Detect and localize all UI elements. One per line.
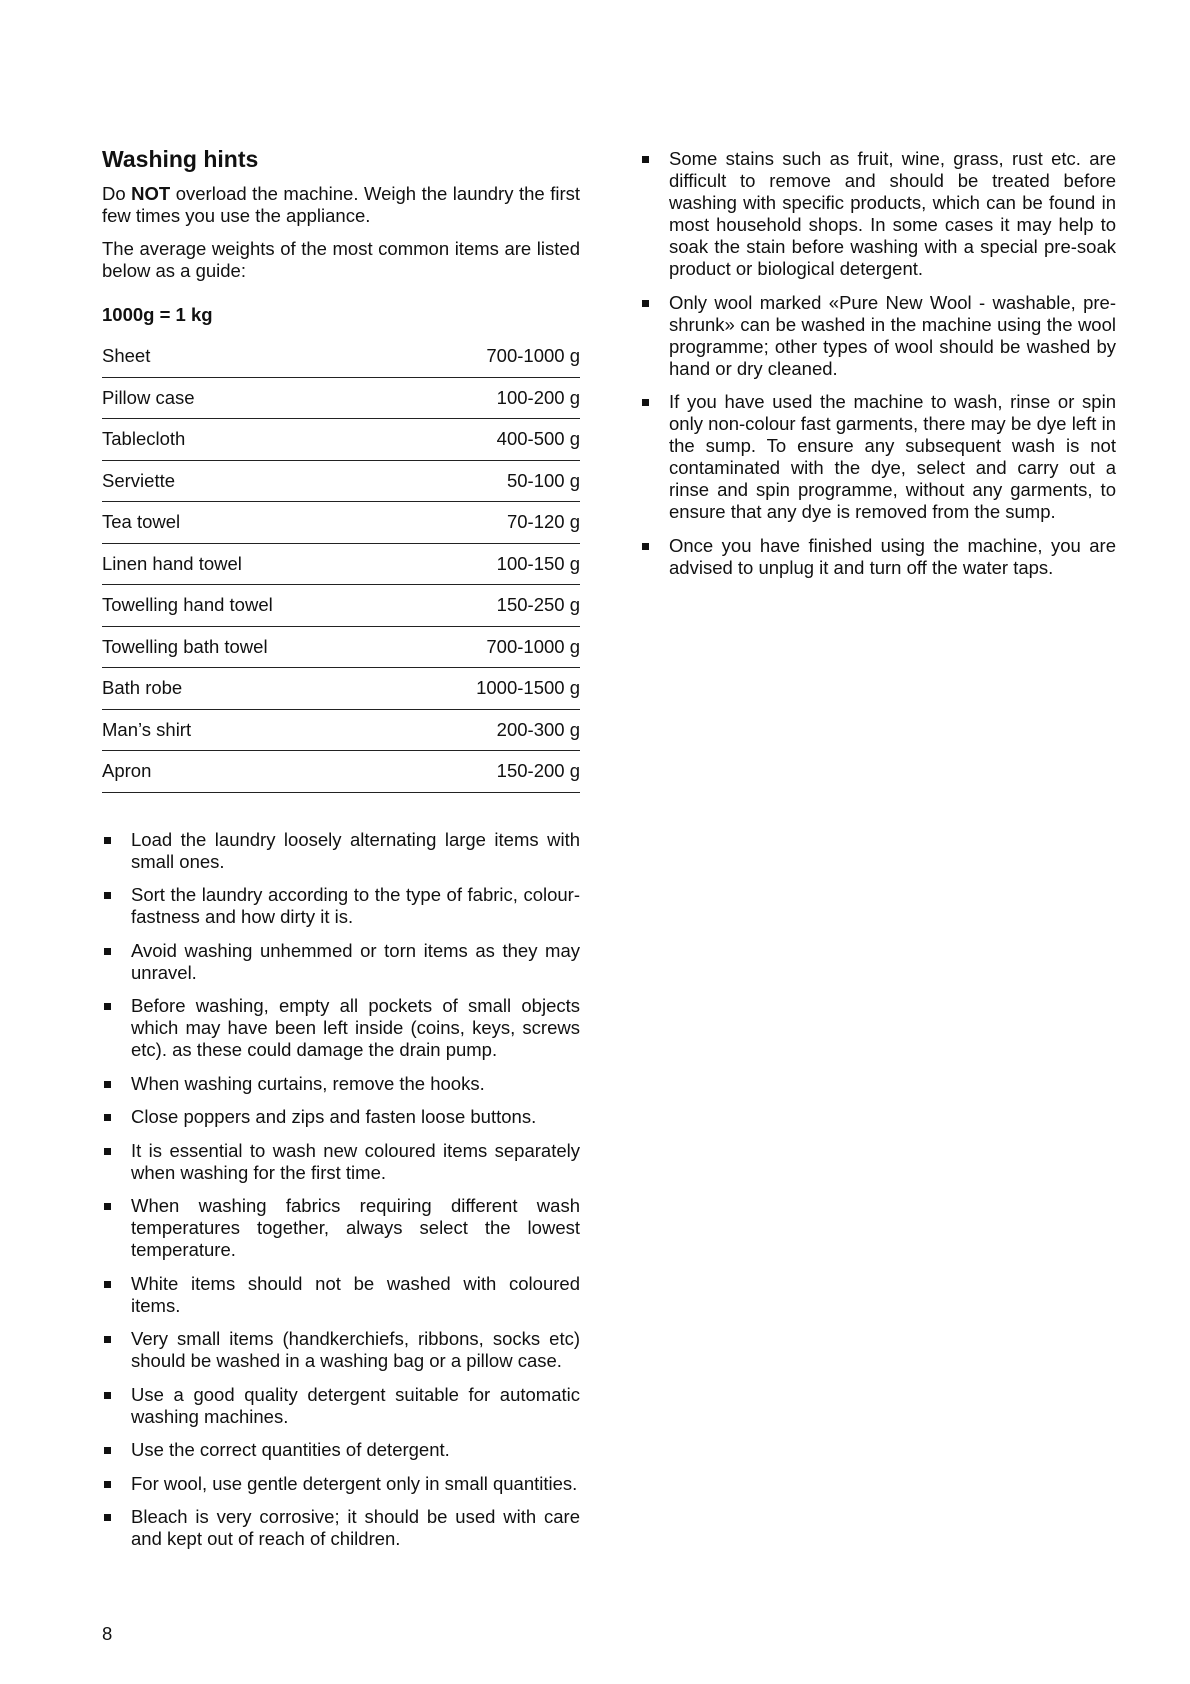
hints-list-right [640, 148, 1116, 579]
list-item [102, 1384, 580, 1428]
intro-paragraph-1 [102, 183, 580, 227]
bullet-icon [104, 1003, 111, 1010]
table-row [102, 668, 580, 710]
hint-text: When washing fabrics requiring different wash temperatures together, always select the lowest temperature. [131, 1195, 580, 1260]
hint-text: It is essential to wash new coloured items separately when washing for the first time. [131, 1139, 580, 1183]
item-name: Sheet [102, 336, 399, 377]
bullet-icon [104, 1281, 111, 1288]
item-weight: 700-1000 g [399, 626, 580, 668]
bullet-icon [642, 543, 649, 550]
list-item [102, 1073, 580, 1095]
hint-text: Bleach is very corrosive; it should be used with care and kept out of reach of children. [131, 1506, 580, 1549]
bullet-icon [104, 1481, 111, 1488]
intro-text: overload the machine. Weigh the laundry the first few times you use the appliance. [102, 183, 580, 226]
list-item [102, 1473, 580, 1495]
item-name: Tea towel [102, 502, 399, 544]
intro-paragraph-2: The average weights of the most common items are listed below as a guide: [102, 238, 580, 281]
bullet-icon [104, 1081, 111, 1088]
hint-text: For wool, use gentle detergent only in small quantities. [131, 1472, 578, 1494]
list-item [640, 148, 1116, 280]
list-item [640, 391, 1116, 523]
intro-emphasis: NOT [131, 183, 171, 204]
bullet-icon [642, 300, 649, 307]
list-item [102, 1195, 580, 1261]
hint-text: Before washing, empty all pockets of small objects which may have been left inside (coins, keys, screws etc). as these could damage the drain pump. [131, 995, 580, 1060]
hint-text: Avoid washing unhemmed or torn items as they may unravel. [131, 939, 580, 983]
item-name: Apron [102, 751, 399, 793]
item-weight: 1000-1500 g [399, 668, 580, 710]
table-row [102, 502, 580, 544]
hints-list-left [102, 829, 580, 1551]
item-name: Towelling hand towel [102, 585, 399, 627]
bullet-icon [642, 156, 649, 163]
unit-note: 1000g = 1 kg [102, 304, 213, 325]
item-name: Bath robe [102, 668, 399, 710]
page-title: Washing hints [102, 146, 259, 172]
list-item [102, 1506, 580, 1550]
item-weight: 200-300 g [399, 709, 580, 751]
table-row [102, 585, 580, 627]
hint-text: Very small items (handkerchiefs, ribbons, socks etc) should be washed in a washing bag or a pillow case. [131, 1328, 580, 1371]
hint-text: Use the correct quantities of detergent. [131, 1439, 450, 1460]
bullet-icon [104, 1114, 111, 1121]
hint-text: Only wool marked «Pure New Wool - washable, pre-shrunk» can be washed in the machine using the wool programme; other types of wool should be washed by hand or dry cleaned. [669, 291, 1116, 379]
hint-text: If you have used the machine to wash, rinse or spin only non-colour fast garments, there may be dye left in the sump. To ensure any subsequent wash is not contaminated with the dye, select and carry out a rinse and spin programme, without any garments, to ensure that any dye is removed from the sump. [669, 391, 1116, 522]
hint-text: White items should not be washed with coloured items. [131, 1272, 580, 1316]
bullet-icon [104, 1392, 111, 1399]
table-row [102, 543, 580, 585]
item-name: Linen hand towel [102, 543, 399, 585]
table-row [102, 626, 580, 668]
item-weight: 150-200 g [399, 751, 580, 793]
bullet-icon [104, 1148, 111, 1155]
list-item [102, 995, 580, 1061]
bullet-icon [104, 1336, 111, 1343]
hint-text: Some stains such as fruit, wine, grass, rust etc. are difficult to remove and should be treated before washing with specific products, which can be found in most household shops. In some cases it may help to soak the stain before washing with a special pre-soak product or biological detergent. [669, 148, 1116, 279]
bullet-icon [104, 1514, 111, 1521]
item-weight: 100-150 g [399, 543, 580, 585]
list-item [102, 884, 580, 928]
list-item [640, 535, 1116, 579]
list-item [102, 1439, 580, 1461]
table-row [102, 751, 580, 793]
bullet-icon [642, 399, 649, 406]
weights-table [102, 336, 580, 793]
bullet-icon [104, 948, 111, 955]
right-column [640, 148, 1116, 590]
hint-text: Load the laundry loosely alternating large items with small ones. [131, 828, 580, 872]
table-row [102, 460, 580, 502]
hint-text: Use a good quality detergent suitable for automatic washing machines. [131, 1383, 580, 1427]
hint-text: Close poppers and zips and fasten loose buttons. [131, 1106, 537, 1127]
item-name: Tablecloth [102, 419, 399, 461]
list-item [102, 1106, 580, 1128]
table-row [102, 377, 580, 419]
hint-text: Sort the laundry according to the type of fabric, colour-fastness and how dirty it is. [131, 884, 580, 927]
bullet-icon [104, 837, 111, 844]
list-item [102, 829, 580, 873]
item-weight: 50-100 g [399, 460, 580, 502]
list-item [102, 940, 580, 984]
item-weight: 150-250 g [399, 585, 580, 627]
item-name: Towelling bath towel [102, 626, 399, 668]
item-name: Serviette [102, 460, 399, 502]
item-weight: 70-120 g [399, 502, 580, 544]
item-weight: 700-1000 g [399, 336, 580, 377]
item-weight: 100-200 g [399, 377, 580, 419]
bullet-icon [104, 1447, 111, 1454]
list-item [102, 1140, 580, 1184]
list-item [640, 292, 1116, 380]
hint-text: When washing curtains, remove the hooks. [131, 1072, 485, 1094]
intro-text: Do [102, 183, 132, 204]
hint-text: Once you have finished using the machine, you are advised to unplug it and turn off the water taps. [669, 534, 1116, 578]
item-name: Man’s shirt [102, 709, 399, 751]
table-row [102, 419, 580, 461]
bullet-icon [104, 1203, 111, 1210]
page-number: 8 [102, 1623, 113, 1644]
table-row [102, 336, 580, 377]
list-item [102, 1273, 580, 1317]
item-weight: 400-500 g [399, 419, 580, 461]
bullet-icon [104, 892, 111, 899]
left-column [102, 146, 580, 1562]
table-row [102, 709, 580, 751]
list-item [102, 1328, 580, 1372]
item-name: Pillow case [102, 377, 399, 419]
